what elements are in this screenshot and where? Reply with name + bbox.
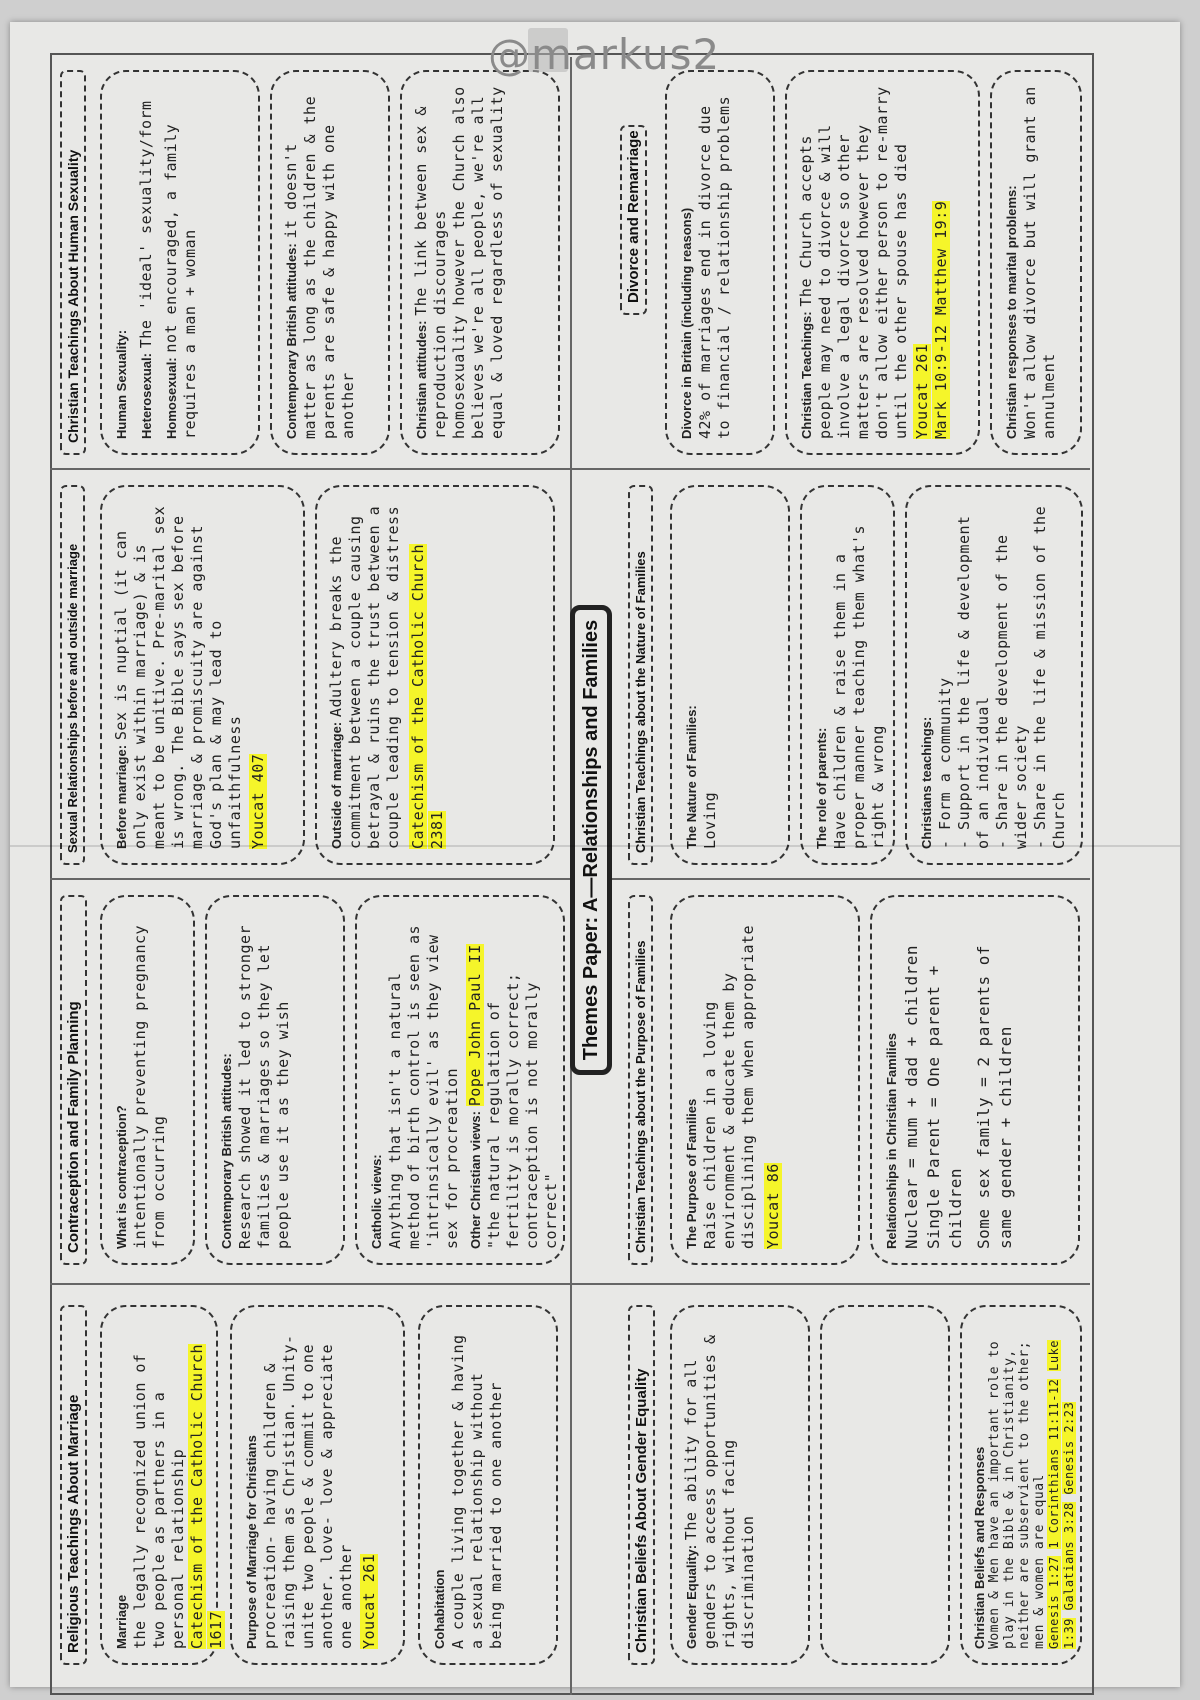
nature-families-text: Loving (701, 791, 719, 849)
gender-beliefs-box (960, 1305, 1082, 1665)
scripture-reference: Genesis 2:23 (1062, 1401, 1076, 1495)
contraception-definition-label: What is contraception? (114, 1105, 129, 1249)
sexuality-british-label: Contemporary British attitudes: (284, 243, 299, 439)
marriage-box (100, 1305, 225, 1665)
contraception-catholic-box (355, 895, 565, 1265)
divorce-britain-text: 42% of marriages end in divorce due to financial / relationship problems (696, 95, 733, 439)
revision-sheet (50, 45, 1100, 1695)
gender-beliefs-text: Women & Men have an important role to play in the Bible & in Christianity, neither are subservient to the other; men & women are equal (987, 1340, 1047, 1649)
family-relationships-label: Relationships in Christian Families (884, 1033, 899, 1249)
contraception-british-label: Contemporary British attitudes: (219, 1053, 234, 1249)
marital-problems-box (990, 70, 1082, 455)
watermark: @markus2 (488, 30, 721, 79)
cohabitation-label: Cohabitation (432, 1569, 447, 1649)
purpose-families-label: The Purpose of Families (684, 1098, 699, 1249)
gender-equality-label: Gender Equality: (684, 1544, 699, 1649)
empty-box (820, 1305, 950, 1665)
divorce-reference: Mark 10:9-12 Matthew 19:9 (932, 200, 950, 439)
marital-problems-text: Won't allow divorce but will grant an annulment (1021, 86, 1058, 439)
purpose-of-marriage-label: Purpose of Marriage for Christians (244, 1435, 259, 1649)
purpose-of-marriage-box (230, 1305, 405, 1665)
christian-attitudes-text: The link between sex & reproduction discourages homosexuality however the Church also believes we're all people, we're all equal & loved regardless of sexuality (412, 86, 506, 439)
before-marriage-reference: Youcat 407 (249, 753, 267, 849)
teaching-item: - Form a community (936, 677, 954, 849)
other-views-label: Other Christian views: (468, 1111, 483, 1249)
teaching-item: - Support in the life & development of an individual (955, 515, 992, 849)
outside-marriage-box (315, 485, 555, 865)
sexual-relationships-header: Sexual Relationships before and outside marriage (60, 485, 85, 865)
scripture-reference: Genesis 1:27 (1047, 1556, 1061, 1649)
contraception-british-box (205, 895, 345, 1265)
teaching-item: - Share in the development of the wider society (993, 534, 1030, 849)
gender-header: Christian Beliefs About Gender Equality (628, 1305, 655, 1665)
catholic-views-label: Catholic views: (369, 1154, 384, 1249)
purpose-of-marriage-text: procreation- having children & raising them as Christian. Unity- unite two people & commit to one another. love- love & appreciate one another (261, 1334, 355, 1649)
role-of-parents-box (800, 485, 895, 865)
family-relationships-box (870, 895, 1080, 1265)
contraception-definition-box (100, 895, 195, 1265)
contraception-british-text: Research showed it led to stronger families & marriages so they let people use it as they wish (236, 924, 292, 1249)
heterosexual-text: The 'ideal' sexuality/form (137, 100, 155, 349)
gender-equality-text: The ability for all genders to access opportunities & rights, without facing discrimination (682, 1334, 757, 1649)
purpose-families-box (670, 895, 860, 1265)
sexuality-british-text: it doesn't matter as long as the children & the parents are safe & happy with one another (282, 95, 357, 439)
heterosexual-label: Heterosexual: (139, 353, 154, 439)
marriage-label: Marriage (114, 1594, 129, 1649)
human-sexuality-box (100, 70, 260, 455)
contraception-definition-text: intentionally preventing pregnancy from occurring (131, 924, 168, 1249)
marital-problems-label: Christian responses to marital problems: (1004, 185, 1019, 439)
nature-families-header: Christian Teachings about the Nature of Families (628, 485, 653, 865)
homosexual-label: Homosexual: (164, 357, 179, 439)
family-type: Some sex family = 2 parents of same gender + children (974, 945, 1015, 1249)
divorce-teachings-label: Christian Teachings: (799, 311, 814, 439)
outside-marriage-label: Outside of marriage: (329, 721, 344, 849)
marriage-reference: Catechism of the Catholic Church 1617 (188, 1344, 225, 1649)
human-sexuality-label: Human Sexuality: (114, 329, 129, 439)
family-type: Single Parent = One parent + children (924, 965, 965, 1249)
scripture-reference: Galatians 3:28 (1062, 1502, 1076, 1611)
contraception-header: Contraception and Family Planning (60, 895, 87, 1265)
marriage-header: Religious Teachings About Marriage (60, 1305, 87, 1665)
gender-equality-box (670, 1305, 810, 1665)
scripture-reference: 1 Corinthians 11:11-12 (1047, 1378, 1061, 1549)
outside-marriage-reference: Catechism of the Catholic Church 2381 (409, 544, 446, 849)
teaching-item: - Share in the life & mission of the Church (1031, 505, 1068, 849)
sexuality-header: Christian Teachings About Human Sexuality (60, 70, 86, 455)
marriage-text: the legally recognized union of two people as partners in a personal relationship (131, 1353, 187, 1649)
page-title: Themes Paper: A—Relationships and Families (570, 605, 612, 1075)
role-of-parents-label: The role of parents: (814, 727, 829, 849)
cohabitation-box (418, 1305, 558, 1665)
family-type: Nuclear = mum + dad + children (902, 945, 921, 1249)
christian-teachings-families-box (905, 485, 1083, 865)
paper-fold (10, 845, 1180, 847)
scripture-reference: Luke 1:39 (1047, 1339, 1076, 1649)
other-views-text: "the natural regulation of fertility is morally correct; contraception is not morally correct" (485, 972, 560, 1249)
purpose-of-marriage-reference: Youcat 261 (360, 1553, 378, 1649)
purpose-families-text: Raise children in a loving environment & educate them by disciplining them when appropriate (701, 924, 757, 1249)
before-marriage-text: Sex is nuptial (it can only exist within marriage) & is meant to be unitive. Pre-marital sex is wrong. The Bible says sex before marriage & promiscuity are against God's plan & may lead to unfaithfulness (112, 505, 244, 849)
cohabitation-text: A couple living together & having a sexual relationship without being married to one another (449, 1334, 505, 1649)
divorce-britain-label: Divorce in Britain (including reasons) (679, 207, 694, 439)
outside-marriage-text: Adultery breaks the commitment between a couple causing betrayal & ruins the trust between a couple leading to tension & distress (327, 505, 402, 849)
sexuality-british-box (270, 70, 390, 455)
divorce-reference: Youcat 261 (913, 343, 931, 439)
christian-teachings-families-label: Christians teachings: (919, 716, 934, 849)
nature-families-box (670, 485, 790, 865)
purpose-families-header: Christian Teachings about the Purpose of Families (628, 895, 653, 1265)
divorce-teachings-text: The Church accepts people may need to divorce & will involve a legal divorce so other matters are resolved however they don't allow either person to re-marry until the other spouse has died (797, 86, 910, 439)
homosexual-text: not encouraged, a family requires a man + woman (162, 123, 199, 439)
role-of-parents-text: Have children & raise them in a proper manner teaching them what's right & wrong (831, 524, 887, 849)
purpose-families-reference: Youcat 86 (764, 1163, 782, 1249)
divorce-britain-box (665, 70, 775, 455)
gender-beliefs-label: Christian Beliefs and Responses (972, 1446, 987, 1649)
christian-attitudes-box (400, 70, 560, 455)
nature-families-label: The Nature of Families: (684, 705, 699, 849)
other-views-reference: Pope John Paul II (466, 944, 484, 1107)
divorce-header: Divorce and Remarriage (620, 125, 647, 315)
christian-attitudes-label: Christian attitudes: (414, 320, 429, 439)
catholic-views-text: Anything that isn't a natural method of birth control is seen as 'intrinsically evil' as they view sex for procreation (386, 924, 461, 1249)
divorce-teachings-box (785, 70, 980, 455)
before-marriage-box (100, 485, 305, 865)
before-marriage-label: Before marriage: (114, 744, 129, 849)
